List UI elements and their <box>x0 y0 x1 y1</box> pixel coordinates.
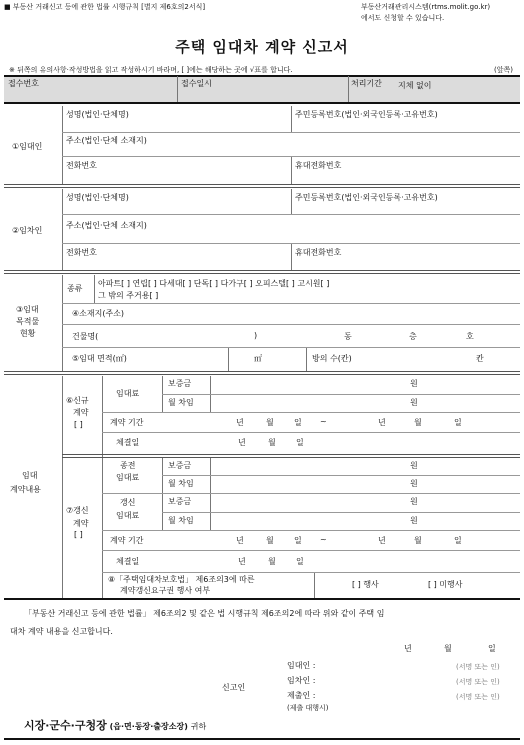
building-name-close: ) <box>254 331 258 340</box>
property-type-other[interactable]: 그 밖의 주거용[ ] <box>98 291 159 300</box>
form-reference: ■ 부동산 거래신고 등에 관한 법률 시행규칙 [별지 제6호의2서식] <box>4 3 206 11</box>
contract-section-l2: 계약내용 <box>10 485 41 494</box>
new-contract-checkbox[interactable]: [ ] <box>74 420 83 429</box>
new-contract-label-l1[interactable]: ⑥신규 <box>66 396 89 405</box>
new-end-year: 년 <box>378 418 386 427</box>
new-period-label: 계약 기간 <box>110 418 144 427</box>
property-type-label: 종류 <box>67 284 83 293</box>
renewal-start-month: 월 <box>266 536 274 545</box>
renewal-start-year: 년 <box>236 536 244 545</box>
tenant-section-label: ②임차인 <box>12 226 43 235</box>
rooms-unit: 칸 <box>476 354 484 363</box>
online-notice-line1: 부동산거래관리시스템(rtms.molit.go.kr) <box>361 3 491 11</box>
renew-rent-label-l2: 임대료 <box>116 511 140 520</box>
property-section-l2: 목적물 <box>16 317 40 326</box>
new-rent-label: 임대료 <box>116 389 140 398</box>
submitter-sign-note: (서명 또는 인) <box>456 693 500 701</box>
landlord-section-label: ①임대인 <box>12 142 43 151</box>
receipt-number-label: 접수번호 <box>8 79 39 88</box>
renewal-period-label: 계약 기간 <box>110 536 144 545</box>
prev-monthly-won: 원 <box>410 479 418 488</box>
new-start-month: 월 <box>266 418 274 427</box>
renewal-signing-label: 체결일 <box>116 557 140 566</box>
date-month: 월 <box>444 644 452 653</box>
building-name-field[interactable]: 건물명( <box>72 332 99 341</box>
renewal-right-label-l1: ⑧「주택임대차보호법」 제6조의3에 따른 <box>108 575 255 584</box>
tenant-mobile-field[interactable]: 휴대전화번호 <box>295 248 342 257</box>
new-deposit-label: 보증금 <box>168 379 192 388</box>
renewal-end-year: 년 <box>378 536 386 545</box>
new-monthly-won: 원 <box>410 398 418 407</box>
renew-deposit-won: 원 <box>410 497 418 506</box>
date-year: 년 <box>404 644 412 653</box>
renew-rent-label-l1: 갱신 <box>120 498 136 507</box>
addressee: 시장·군수·구청장 <box>24 719 107 732</box>
tenant-address-field[interactable]: 주소(법인·단체 소재지) <box>66 221 147 230</box>
property-section-l1: ③임대 <box>16 305 39 314</box>
renewal-period-tilde: ~ <box>320 535 327 544</box>
online-notice-line2: 에서도 신청할 수 있습니다. <box>361 14 445 22</box>
renewal-signing-day: 일 <box>296 557 304 566</box>
instruction-note: ※ 뒤쪽의 유의사항·작성방법을 읽고 작성하시기 바라며, [ ]에는 해당하는 곳에 √표를 합니다. <box>9 66 293 74</box>
receipt-row-shade <box>4 76 520 102</box>
property-type-options[interactable]: 아파트[ ] 연립[ ] 다세대[ ] 단독[ ] 다가구[ ] 오피스텔[ ] 고시원[ ] <box>98 279 330 288</box>
tenant-phone-field[interactable]: 전화번호 <box>66 248 97 257</box>
signer-landlord[interactable]: 임대인 : <box>287 661 316 670</box>
page-title: 주택 임대차 계약 신고서 <box>175 38 349 56</box>
landlord-sign-note: (서명 또는 인) <box>456 663 500 671</box>
landlord-address-field[interactable]: 주소(법인·단체 소재지) <box>66 136 147 145</box>
renewal-contract-checkbox[interactable]: [ ] <box>74 530 83 539</box>
contract-section-l1: 임대 <box>22 471 38 480</box>
addressee-line <box>24 717 206 733</box>
tenant-id-field[interactable]: 주민등록번호(법인·외국인등록·고유번호) <box>295 193 438 202</box>
new-end-day: 일 <box>454 418 462 427</box>
processing-period-label: 처리기간 <box>351 79 382 88</box>
renewal-signing-year: 년 <box>238 557 246 566</box>
new-signing-label: 체결일 <box>116 438 140 447</box>
submitter-note: (제출 대행시) <box>287 704 329 712</box>
property-section-l3: 현황 <box>20 329 36 338</box>
landlord-phone-field[interactable]: 전화번호 <box>66 161 97 170</box>
date-day: 일 <box>488 644 496 653</box>
renew-monthly-won: 원 <box>410 516 418 525</box>
new-start-year: 년 <box>236 418 244 427</box>
renew-monthly-label: 월 차임 <box>168 516 194 525</box>
new-end-month: 월 <box>414 418 422 427</box>
right-used-checkbox[interactable]: [ ] 행사 <box>352 580 379 589</box>
new-signing-year: 년 <box>238 438 246 447</box>
rental-area-unit: ㎡ <box>254 354 262 363</box>
prev-rent-label-l2: 임대료 <box>116 473 140 482</box>
renewal-contract-label-l2: 계약 <box>73 519 89 528</box>
renewal-end-day: 일 <box>454 536 462 545</box>
signer-submitter[interactable]: 제출인 : <box>287 691 316 700</box>
renewal-end-month: 월 <box>414 536 422 545</box>
renewal-contract-label-l1[interactable]: ⑦갱신 <box>66 506 89 515</box>
rental-area-field[interactable]: ⑤임대 면적(㎡) <box>72 354 127 363</box>
processing-period-value: 지체 없이 <box>398 81 432 90</box>
new-signing-day: 일 <box>296 438 304 447</box>
addressee-paren: (읍·면·동장·출장소장) <box>109 722 188 731</box>
prev-deposit-label: 보증금 <box>168 461 192 470</box>
declaration-line2: 대차 계약 내용을 신고합니다. <box>10 627 113 636</box>
receipt-date-label: 접수일시 <box>181 79 212 88</box>
prev-monthly-label: 월 차임 <box>168 479 194 488</box>
new-deposit-won: 원 <box>410 379 418 388</box>
new-start-day: 일 <box>294 418 302 427</box>
page-side-label: (앞쪽) <box>494 66 513 74</box>
tenant-sign-note: (서명 또는 인) <box>456 678 500 686</box>
signers-label: 신고인 <box>222 683 246 692</box>
renewal-right-label-l2: 계약갱신요구권 행사 여부 <box>120 586 211 595</box>
new-period-tilde: ~ <box>320 417 327 426</box>
addressee-suffix: 귀하 <box>190 722 207 731</box>
prev-deposit-won: 원 <box>410 461 418 470</box>
landlord-mobile-field[interactable]: 휴대전화번호 <box>295 161 342 170</box>
prev-rent-label-l1: 종전 <box>120 461 136 470</box>
renewal-start-day: 일 <box>294 536 302 545</box>
declaration-line1: 「부동산 거래신고 등에 관한 법률」 제6조의2 및 같은 법 시행규칙 제6조의2에 따라 위와 같이 주택 임 <box>24 609 385 618</box>
renew-deposit-label: 보증금 <box>168 497 192 506</box>
tenant-name-field[interactable]: 성명(법인·단체명) <box>66 193 129 202</box>
new-monthly-label: 월 차임 <box>168 398 194 407</box>
property-location-field[interactable]: ④소재지(주소) <box>72 309 125 318</box>
renewal-signing-month: 월 <box>268 557 276 566</box>
landlord-name-field[interactable]: 성명(법인·단체명) <box>66 110 129 119</box>
ho-label: 호 <box>466 332 474 341</box>
new-signing-month: 월 <box>268 438 276 447</box>
landlord-id-field[interactable]: 주민등록번호(법인·외국인등록·고유번호) <box>295 110 438 119</box>
floor-label: 층 <box>409 332 417 341</box>
rooms-field[interactable]: 방의 수(칸) <box>312 354 352 363</box>
dong-label: 동 <box>344 332 352 341</box>
signer-tenant[interactable]: 임차인 : <box>287 676 316 685</box>
new-contract-label-l2: 계약 <box>73 408 89 417</box>
right-unused-checkbox[interactable]: [ ] 미행사 <box>428 580 463 589</box>
